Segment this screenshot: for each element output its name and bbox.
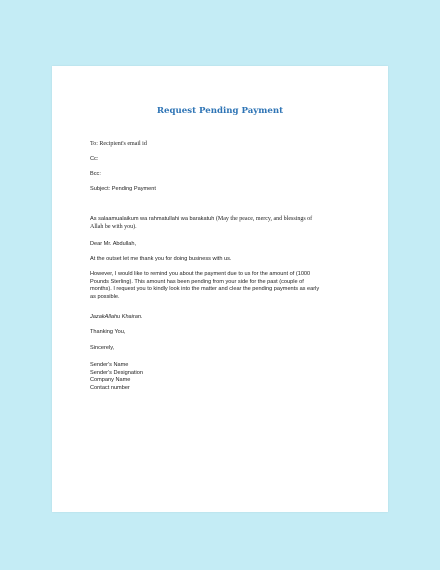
closing-phrase: JazakAllahu Khairan. (90, 314, 143, 320)
to-line: To: Recipient's email id (90, 141, 147, 147)
sign-off: Sincerely, (90, 345, 115, 351)
greeting-paragraph (90, 216, 368, 231)
document-page (52, 66, 388, 512)
company-name: Company Name (90, 377, 131, 384)
contact-number: Contact number (90, 384, 130, 391)
cc-line: Cc: (90, 156, 99, 162)
paragraph-2-line-1: However, I would like to remind you about the payment due to us for the amount of (1000 (90, 271, 311, 277)
greeting-translation-1: (May the peace, mercy, and blessings of (215, 216, 313, 222)
sender-designation: Sender's Designation (90, 369, 143, 376)
letter-title: Request Pending Payment (156, 106, 284, 116)
paragraph-2-line-2: Pounds Sterling). This amount has been pending from your side for the past (couple of (90, 278, 304, 285)
paragraph-2-line-3: months). I request you to kindly look into the matter and clear the pending payments as early (90, 286, 320, 293)
paragraph-2-line-4: as possible. (90, 293, 120, 300)
signature-block (90, 362, 368, 392)
sender-name: Sender's Name (90, 362, 129, 368)
subject-line: Subject: Pending Payment (90, 186, 156, 192)
salutation: Dear Mr. Abdullah, (90, 241, 137, 247)
thanks-line: Thanking You, (90, 329, 126, 335)
paragraph-2 (90, 271, 368, 301)
paragraph-1: At the outset let me thank you for doing business with us. (90, 256, 232, 262)
bcc-line: Bcc: (90, 171, 101, 177)
greeting-arabic: As salaamualaikum wa rahmatullahi wa barakatuh (90, 216, 215, 222)
greeting-translation-2: Allah be with you). (90, 223, 137, 230)
